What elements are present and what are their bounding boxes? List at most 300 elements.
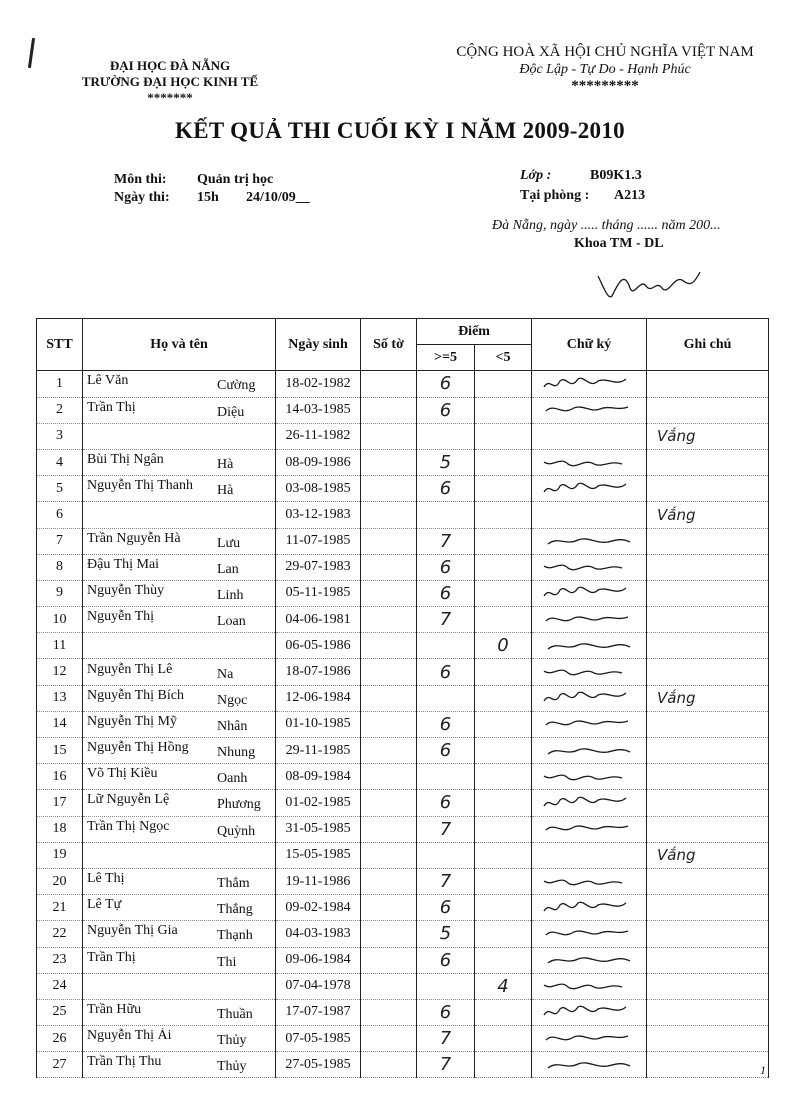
table-row xyxy=(37,1026,769,1052)
row-dob: 07-05-1985 xyxy=(276,1026,361,1052)
row-surname: Trần Nguyễn Hà xyxy=(87,530,181,546)
row-stt: 3 xyxy=(37,423,83,449)
row-pages xyxy=(361,816,417,842)
document-title: KẾT QUẢ THI CUỐI KỲ I NĂM 2009-2010 xyxy=(175,118,625,143)
row-score-fail xyxy=(475,842,532,868)
row-pages xyxy=(361,371,417,397)
row-stt: 18 xyxy=(37,816,83,842)
row-given-name: Nhung xyxy=(217,745,256,761)
row-score-pass xyxy=(417,423,475,449)
table-row xyxy=(37,423,769,449)
header-right-stars: ********* xyxy=(571,78,639,94)
row-surname: Trần Thị xyxy=(87,949,136,965)
exam-date-value: 24/10/09__ xyxy=(246,190,310,205)
row-given-name: Thắm xyxy=(217,876,250,892)
handwritten-signature xyxy=(538,661,638,683)
handwritten-signature xyxy=(538,975,638,997)
row-note xyxy=(647,607,769,633)
subject-value: Quản trị học xyxy=(197,172,274,187)
table-row xyxy=(37,868,769,894)
handwritten-signature xyxy=(538,897,638,919)
row-score-pass xyxy=(417,633,475,659)
table-row xyxy=(37,790,769,816)
row-note xyxy=(647,528,769,554)
handwritten-signature xyxy=(538,373,638,395)
table-row xyxy=(37,554,769,580)
row-dob: 01-02-1985 xyxy=(276,790,361,816)
issuer-header xyxy=(60,58,280,106)
row-note xyxy=(647,947,769,973)
col-header-name: Họ và tên xyxy=(83,319,276,371)
row-dob: 11-07-1985 xyxy=(276,528,361,554)
row-dob: 29-11-1985 xyxy=(276,738,361,764)
row-note xyxy=(647,476,769,502)
row-fullname xyxy=(83,816,276,842)
row-score-fail xyxy=(475,607,532,633)
row-signature xyxy=(532,423,647,449)
row-given-name: Thuần xyxy=(217,1006,253,1022)
row-score-pass xyxy=(417,502,475,528)
row-pages xyxy=(361,580,417,606)
exam-date-label: Ngày thi: xyxy=(114,190,170,205)
row-signature xyxy=(532,999,647,1025)
row-score-pass: 5 xyxy=(417,449,475,475)
row-pages xyxy=(361,633,417,659)
row-dob: 15-05-1985 xyxy=(276,842,361,868)
row-given-name: Diệu xyxy=(217,404,245,420)
row-note xyxy=(647,371,769,397)
row-signature xyxy=(532,738,647,764)
table-row xyxy=(37,371,769,397)
col-header-score: Điểm xyxy=(417,319,532,345)
row-fullname xyxy=(83,921,276,947)
table-row xyxy=(37,895,769,921)
table-row xyxy=(37,999,769,1025)
handwritten-signature xyxy=(538,923,638,945)
row-pages xyxy=(361,1026,417,1052)
handwritten-signature xyxy=(538,1001,638,1023)
header-left-stars: ******* xyxy=(147,90,193,105)
row-pages xyxy=(361,423,417,449)
row-note xyxy=(647,738,769,764)
page-number: 1 xyxy=(760,1063,766,1077)
handwritten-signature xyxy=(538,871,638,893)
row-note: Vắng xyxy=(647,685,769,711)
row-dob: 06-05-1986 xyxy=(276,633,361,659)
row-pages xyxy=(361,502,417,528)
row-score-fail xyxy=(475,685,532,711)
row-pages xyxy=(361,973,417,999)
row-score-fail xyxy=(475,554,532,580)
row-surname: Lữ Nguyễn Lệ xyxy=(87,792,170,808)
row-dob: 26-11-1982 xyxy=(276,423,361,449)
row-score-pass: 7 xyxy=(417,528,475,554)
table-row xyxy=(37,685,769,711)
handwritten-signature xyxy=(538,478,638,500)
row-fullname xyxy=(83,685,276,711)
row-score-fail xyxy=(475,999,532,1025)
table-row xyxy=(37,607,769,633)
row-score-fail xyxy=(475,1026,532,1052)
table-row xyxy=(37,711,769,737)
row-stt: 20 xyxy=(37,868,83,894)
row-surname: Lê Văn xyxy=(87,373,129,389)
row-signature xyxy=(532,764,647,790)
row-signature xyxy=(532,1052,647,1078)
table-row xyxy=(37,659,769,685)
school-name: TRƯỜNG ĐẠI HỌC KINH TẾ xyxy=(81,74,259,89)
row-fullname xyxy=(83,842,276,868)
handwritten-signature xyxy=(538,635,638,657)
row-signature xyxy=(532,711,647,737)
row-surname: Lê Tự xyxy=(87,897,122,913)
exam-time-value: 15h xyxy=(197,190,219,205)
row-score-fail xyxy=(475,816,532,842)
handwritten-signature xyxy=(538,1054,638,1076)
row-note xyxy=(647,554,769,580)
handwritten-signature xyxy=(538,740,638,762)
row-score-pass: 6 xyxy=(417,711,475,737)
table-row xyxy=(37,973,769,999)
row-surname: Nguyễn Thị Ái xyxy=(87,1028,172,1044)
table-row xyxy=(37,476,769,502)
row-pages xyxy=(361,921,417,947)
table-row xyxy=(37,738,769,764)
row-score-pass: 6 xyxy=(417,659,475,685)
row-score-fail: 0 xyxy=(475,633,532,659)
row-dob: 09-02-1984 xyxy=(276,895,361,921)
row-signature xyxy=(532,397,647,423)
row-score-pass: 6 xyxy=(417,947,475,973)
row-score-pass: 6 xyxy=(417,371,475,397)
col-header-stt: STT xyxy=(37,319,83,371)
room-label: Tại phòng : xyxy=(520,188,590,203)
row-signature xyxy=(532,1026,647,1052)
row-note: Vắng xyxy=(647,423,769,449)
row-pages xyxy=(361,685,417,711)
row-fullname xyxy=(83,738,276,764)
row-score-fail xyxy=(475,476,532,502)
row-note xyxy=(647,580,769,606)
row-signature xyxy=(532,816,647,842)
row-signature xyxy=(532,476,647,502)
row-note xyxy=(647,999,769,1025)
class-value: B09K1.3 xyxy=(590,168,642,183)
row-score-pass: 5 xyxy=(417,921,475,947)
table-row xyxy=(37,764,769,790)
row-dob: 29-07-1983 xyxy=(276,554,361,580)
row-score-fail xyxy=(475,502,532,528)
row-signature xyxy=(532,580,647,606)
row-stt: 15 xyxy=(37,738,83,764)
row-score-fail xyxy=(475,868,532,894)
handwritten-signature xyxy=(538,556,638,578)
handwritten-signature xyxy=(538,687,638,709)
row-stt: 7 xyxy=(37,528,83,554)
row-score-pass: 6 xyxy=(417,580,475,606)
row-score-fail xyxy=(475,921,532,947)
row-score-fail xyxy=(475,423,532,449)
row-dob: 27-05-1985 xyxy=(276,1052,361,1078)
row-fullname xyxy=(83,528,276,554)
row-given-name: Linh xyxy=(217,587,244,603)
row-fullname xyxy=(83,397,276,423)
table-row xyxy=(37,580,769,606)
handwritten-signature xyxy=(538,949,638,971)
row-surname: Trần Thị Ngọc xyxy=(87,818,170,834)
row-dob: 17-07-1987 xyxy=(276,999,361,1025)
row-score-fail xyxy=(475,790,532,816)
row-score-fail xyxy=(475,764,532,790)
row-signature xyxy=(532,947,647,973)
row-signature xyxy=(532,502,647,528)
row-fullname xyxy=(83,633,276,659)
handwritten-signature xyxy=(538,792,638,814)
table-row xyxy=(37,816,769,842)
row-pages xyxy=(361,449,417,475)
row-stt: 10 xyxy=(37,607,83,633)
row-score-fail xyxy=(475,580,532,606)
row-signature xyxy=(532,554,647,580)
row-pages xyxy=(361,738,417,764)
row-stt: 21 xyxy=(37,895,83,921)
row-note xyxy=(647,764,769,790)
row-fullname xyxy=(83,790,276,816)
table-row xyxy=(37,947,769,973)
row-surname: Nguyễn Thị xyxy=(87,609,155,625)
row-score-pass xyxy=(417,973,475,999)
row-score-pass: 7 xyxy=(417,816,475,842)
row-dob: 07-04-1978 xyxy=(276,973,361,999)
row-dob: 08-09-1984 xyxy=(276,764,361,790)
row-fullname xyxy=(83,895,276,921)
row-dob: 01-10-1985 xyxy=(276,711,361,737)
row-fullname xyxy=(83,502,276,528)
row-given-name: Oanh xyxy=(217,771,248,787)
row-fullname xyxy=(83,947,276,973)
row-pages xyxy=(361,947,417,973)
row-score-fail xyxy=(475,528,532,554)
col-header-signature: Chữ ký xyxy=(532,319,647,371)
row-stt: 25 xyxy=(37,999,83,1025)
handwritten-signature xyxy=(538,452,638,474)
row-dob: 05-11-1985 xyxy=(276,580,361,606)
row-given-name: Loan xyxy=(217,614,246,630)
handwritten-signature xyxy=(538,399,638,421)
row-fullname xyxy=(83,554,276,580)
row-stt: 17 xyxy=(37,790,83,816)
row-signature xyxy=(532,973,647,999)
row-signature xyxy=(532,607,647,633)
faculty-signature xyxy=(590,258,710,308)
row-signature xyxy=(532,842,647,868)
table-row xyxy=(37,502,769,528)
row-fullname xyxy=(83,449,276,475)
row-score-fail xyxy=(475,449,532,475)
row-surname: Nguyễn Thùy xyxy=(87,582,165,598)
handwritten-signature xyxy=(538,582,638,604)
row-pages xyxy=(361,711,417,737)
row-stt: 24 xyxy=(37,973,83,999)
row-fullname xyxy=(83,711,276,737)
row-stt: 1 xyxy=(37,371,83,397)
row-note xyxy=(647,1026,769,1052)
room-value: A213 xyxy=(614,188,646,203)
table-row xyxy=(37,1052,769,1078)
row-given-name: Ngọc xyxy=(217,692,248,708)
row-score-pass: 7 xyxy=(417,868,475,894)
row-pages xyxy=(361,764,417,790)
row-surname: Đậu Thị Mai xyxy=(87,556,160,572)
row-surname: Nguyễn Thị Mỹ xyxy=(87,713,177,729)
row-pages xyxy=(361,607,417,633)
row-dob: 03-08-1985 xyxy=(276,476,361,502)
row-dob: 08-09-1986 xyxy=(276,449,361,475)
row-score-pass: 7 xyxy=(417,1052,475,1078)
col-header-note: Ghi chú xyxy=(647,319,769,371)
row-stt: 13 xyxy=(37,685,83,711)
row-given-name: Nhân xyxy=(217,718,248,734)
row-fullname xyxy=(83,1026,276,1052)
row-pages xyxy=(361,1052,417,1078)
row-pages xyxy=(361,554,417,580)
handwritten-signature xyxy=(538,818,638,840)
margin-pen-mark xyxy=(28,38,35,68)
col-header-pages: Số tờ xyxy=(361,319,417,371)
row-signature xyxy=(532,659,647,685)
row-score-pass: 6 xyxy=(417,397,475,423)
national-motto: Độc Lập - Tự Do - Hạnh Phúc xyxy=(519,62,691,77)
row-pages xyxy=(361,476,417,502)
row-pages xyxy=(361,659,417,685)
handwritten-signature xyxy=(538,766,638,788)
row-score-fail xyxy=(475,947,532,973)
row-score-pass: 6 xyxy=(417,790,475,816)
row-note xyxy=(647,711,769,737)
row-given-name: Lưu xyxy=(217,535,241,551)
table-row xyxy=(37,449,769,475)
table-row xyxy=(37,921,769,947)
row-fullname xyxy=(83,371,276,397)
row-note xyxy=(647,816,769,842)
handwritten-signature xyxy=(538,1028,638,1050)
row-given-name: Thủy xyxy=(217,1059,247,1075)
row-pages xyxy=(361,397,417,423)
table-row xyxy=(37,842,769,868)
row-note xyxy=(647,973,769,999)
row-dob: 18-02-1982 xyxy=(276,371,361,397)
row-note xyxy=(647,790,769,816)
row-stt: 6 xyxy=(37,502,83,528)
country-name: CỘNG HOÀ XÃ HỘI CHỦ NGHĨA VIỆT NAM xyxy=(456,44,754,60)
row-dob: 03-12-1983 xyxy=(276,502,361,528)
row-given-name: Thi xyxy=(217,954,237,970)
class-label: Lớp : xyxy=(520,168,552,183)
row-signature xyxy=(532,921,647,947)
row-surname: Nguyễn Thị Hồng xyxy=(87,740,189,756)
row-pages xyxy=(361,842,417,868)
row-given-name: Cường xyxy=(217,378,256,394)
row-note xyxy=(647,449,769,475)
row-fullname xyxy=(83,580,276,606)
row-surname: Trần Thị Thu xyxy=(87,1054,162,1070)
table-row xyxy=(37,528,769,554)
row-pages xyxy=(361,790,417,816)
row-score-fail xyxy=(475,711,532,737)
row-note xyxy=(647,895,769,921)
col-header-dob: Ngày sinh xyxy=(276,319,361,371)
row-signature xyxy=(532,633,647,659)
row-given-name: Thủy xyxy=(217,1033,247,1049)
row-stt: 4 xyxy=(37,449,83,475)
row-score-pass: 7 xyxy=(417,1026,475,1052)
handwritten-signature xyxy=(538,609,638,631)
row-note: Vắng xyxy=(647,502,769,528)
row-surname: Nguyễn Thị Gia xyxy=(87,923,178,939)
row-stt: 19 xyxy=(37,842,83,868)
faculty-name: Khoa TM - DL xyxy=(574,236,664,251)
row-stt: 23 xyxy=(37,947,83,973)
row-stt: 27 xyxy=(37,1052,83,1078)
row-score-pass: 6 xyxy=(417,895,475,921)
row-surname: Nguyễn Thị Thanh xyxy=(87,478,194,494)
row-stt: 16 xyxy=(37,764,83,790)
row-stt: 8 xyxy=(37,554,83,580)
row-score-pass: 6 xyxy=(417,476,475,502)
row-given-name: Quỳnh xyxy=(217,823,256,839)
row-signature xyxy=(532,528,647,554)
row-signature xyxy=(532,790,647,816)
row-surname: Nguyễn Thị Lê xyxy=(87,661,173,677)
row-score-fail xyxy=(475,371,532,397)
row-fullname xyxy=(83,868,276,894)
row-stt: 9 xyxy=(37,580,83,606)
row-given-name: Hà xyxy=(217,483,234,499)
row-surname: Trần Thị xyxy=(87,399,136,415)
row-surname: Bùi Thị Ngân xyxy=(87,452,164,468)
row-given-name: Thắng xyxy=(217,902,253,918)
row-score-fail xyxy=(475,1052,532,1078)
row-score-fail xyxy=(475,659,532,685)
row-stt: 14 xyxy=(37,711,83,737)
row-pages xyxy=(361,895,417,921)
row-surname: Trần Hữu xyxy=(87,1001,142,1017)
university-name: ĐẠI HỌC ĐÀ NẴNG xyxy=(109,58,231,73)
row-dob: 04-03-1983 xyxy=(276,921,361,947)
row-stt: 22 xyxy=(37,921,83,947)
row-given-name: Na xyxy=(217,666,234,682)
row-signature xyxy=(532,449,647,475)
row-note xyxy=(647,1052,769,1078)
subject-label: Môn thi: xyxy=(114,172,167,187)
row-score-pass xyxy=(417,685,475,711)
row-fullname xyxy=(83,999,276,1025)
table-row xyxy=(37,633,769,659)
row-dob: 19-11-1986 xyxy=(276,868,361,894)
row-signature xyxy=(532,685,647,711)
row-dob: 14-03-1985 xyxy=(276,397,361,423)
handwritten-signature xyxy=(538,530,638,552)
row-given-name: Lan xyxy=(217,561,239,577)
row-score-fail xyxy=(475,738,532,764)
row-signature xyxy=(532,895,647,921)
row-surname: Võ Thị Kiều xyxy=(87,766,158,782)
row-score-fail xyxy=(475,397,532,423)
row-pages xyxy=(361,999,417,1025)
row-stt: 12 xyxy=(37,659,83,685)
row-fullname xyxy=(83,1052,276,1078)
row-stt: 11 xyxy=(37,633,83,659)
